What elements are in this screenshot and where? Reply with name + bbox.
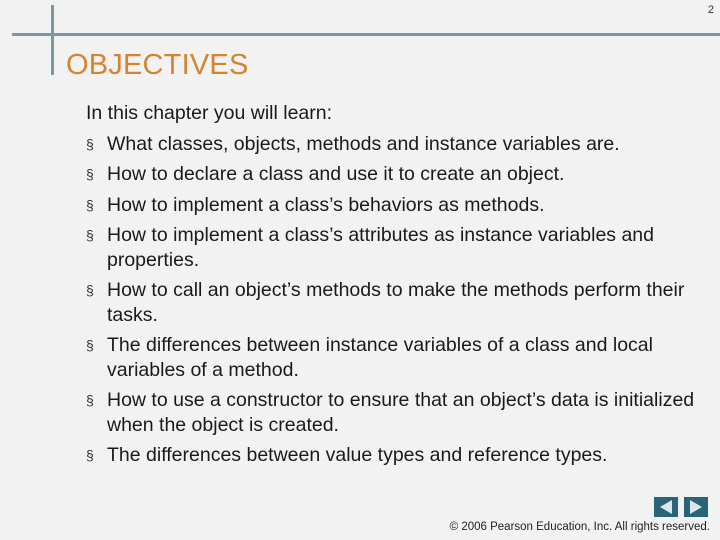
next-arrow-icon — [690, 500, 702, 514]
list-item — [86, 132, 706, 157]
list-item — [86, 443, 706, 468]
bullet-icon: § — [86, 392, 94, 408]
bullet-icon: § — [86, 227, 94, 243]
list-item — [86, 223, 706, 272]
list-item — [86, 333, 706, 382]
previous-slide-button[interactable] — [654, 497, 678, 517]
list-item — [86, 278, 706, 327]
bullet-icon: § — [86, 447, 94, 463]
horizontal-rule — [12, 33, 720, 36]
list-item — [86, 162, 706, 187]
copyright-footer: © 2006 Pearson Education, Inc. All rights reserved. — [449, 521, 710, 533]
bullet-icon: § — [86, 135, 94, 152]
objective-text: What classes, objects, methods and instance variables are. — [107, 132, 620, 155]
objective-text: How to call an object’s methods to make the methods perform their tasks. — [107, 279, 685, 326]
next-slide-button[interactable] — [684, 497, 708, 517]
objective-text: How to implement a class’s behaviors as methods. — [107, 193, 545, 216]
intro-text: In this chapter you will learn: — [86, 102, 333, 124]
bullet-icon: § — [86, 337, 94, 353]
objective-text: How to implement a class’s attributes as instance variables and properties. — [107, 224, 654, 271]
list-item — [86, 388, 706, 437]
slide-title: OBJECTIVES — [66, 49, 249, 81]
objective-text: How to use a constructor to ensure that an object’s data is initialized when the object is created. — [107, 389, 695, 436]
previous-arrow-icon — [660, 500, 672, 514]
vertical-rule — [51, 5, 54, 75]
objective-text: The differences between instance variables of a class and local variables of a method. — [107, 334, 653, 381]
list-item — [86, 193, 706, 218]
objective-text: How to declare a class and use it to create an object. — [107, 163, 565, 185]
page-number: 2 — [707, 4, 714, 16]
objective-text: The differences between value types and reference types. — [107, 444, 608, 466]
bullet-icon: § — [86, 282, 94, 298]
slide-body — [86, 101, 706, 474]
objectives-list — [86, 132, 706, 468]
bullet-icon: § — [86, 196, 94, 213]
bullet-icon: § — [86, 166, 94, 182]
